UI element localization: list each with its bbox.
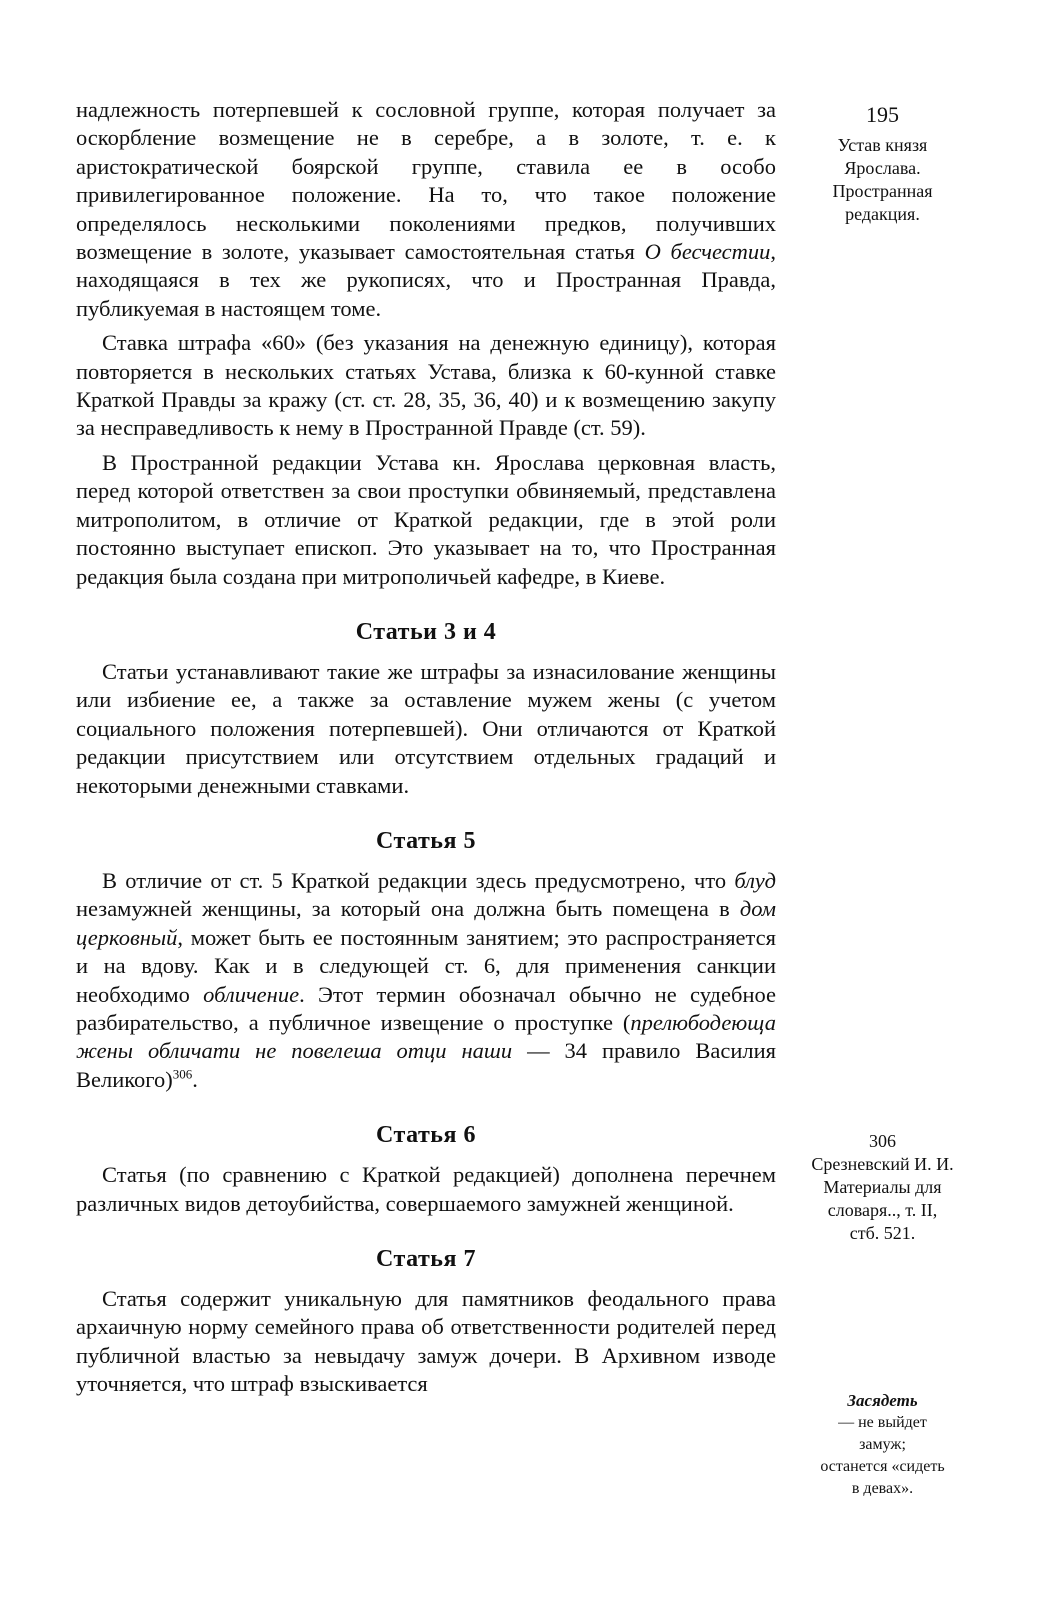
section-heading: Статья 5: [376, 827, 476, 854]
gloss-line: замуж;: [859, 1436, 906, 1453]
text-run: . Этот термин обозначал обычно не судебное разбирательство, а публичное извещение о проступке (: [76, 981, 776, 1035]
paragraph: В Пространной редакции Устава кн. Ярослава церковная власть, перед которой ответствен за свои проступки обвиняемый, представлена митрополитом, в отличие от Краткой редакции, где в этой роли постоянно выступает епископ. Это указывает на то, что Пространная редакция была создана при митрополичьей кафедре, в Киеве.: [76, 449, 776, 589]
section-heading: Статья 7: [376, 1246, 476, 1272]
italic-term: дом церковный: [76, 896, 776, 950]
running-note-line: Пространная: [832, 181, 933, 201]
running-note-line: Ярослава.: [844, 158, 921, 178]
footnote-number: 306: [869, 1131, 896, 1151]
running-note-line: Устав князя: [837, 135, 928, 155]
margin-footnote: [800, 1130, 965, 1245]
page-number: 195: [866, 102, 899, 127]
footnote-line: Материалы для: [823, 1177, 942, 1197]
paragraph-continued: [76, 96, 776, 323]
gloss-line: в девах».: [851, 1480, 914, 1497]
footnote-marker: 306: [172, 1066, 193, 1082]
text-run: .: [192, 1066, 198, 1092]
gloss-term: Засядеть: [847, 1391, 918, 1410]
text-run: , находящаяся в тех же рукописях, что и Пространная Правда, публикуемая в настоящем томе.: [76, 239, 776, 321]
italic-term: блуд: [734, 867, 776, 893]
text-run: , может быть ее постоянным занятием; это распространяется и на вдову. Как и в следующей ст. 6, для применения санкции необходимо: [76, 924, 776, 1007]
footnote-line: Срезневский И. И.: [811, 1154, 954, 1174]
main-text-column: [76, 96, 776, 1399]
section-heading: Статьи 3 и 4: [355, 618, 497, 645]
margin-gloss: [800, 1390, 965, 1500]
italic-quote: прелюбодеюща жены обличати не повелеша отци наши: [76, 1009, 776, 1064]
italic-term: обличение: [203, 981, 300, 1007]
italic-term: О бесчестии: [644, 239, 771, 265]
gloss-line: — не выйдет: [838, 1414, 927, 1431]
margin-header: [800, 100, 965, 226]
paragraph: Ставка штрафа «60» (без указания на денежную единицу), которая повторяется в нескольких статьях Устава, близка к 60-кунной ставке Краткой Правды за кражу (ст. ст. 28, 35, 36, 40) и к возмещению закупу за несправедливость к нему в Пространной Правде (ст. 59).: [76, 330, 776, 441]
text-run: В отличие от ст. 5 Краткой редакции здесь предусмотрено, что: [102, 867, 735, 893]
section-heading: Статья 6: [376, 1122, 476, 1149]
running-note-line: редакция.: [845, 204, 920, 224]
footnote-line: стб. 521.: [849, 1223, 916, 1243]
gloss-line: останется «сидеть: [820, 1458, 945, 1475]
footnote-line: словаря.., т. II,: [827, 1200, 938, 1220]
paragraph: Статья содержит уникальную для памятников феодального права архаичную норму семейного права об ответственности родителей перед публичной властью за невыдачу замуж дочери. В Архивном изводе уточняется, что штраф взыскивается: [76, 1286, 776, 1397]
text-run: незамужней женщины, за который она должна быть помещена в: [76, 896, 740, 922]
paragraph: [76, 867, 776, 1094]
paragraph: Статья (по сравнению с Краткой редакцией) дополнена перечнем различных видов детоубийства, совершаемого замужней женщиной.: [76, 1162, 776, 1216]
paragraph: Статьи устанавливают такие же штрафы за изнасилование женщины или избиение ее, а также за оставление мужем жены (с учетом социального положения потерпевшей). Они отличаются от Краткой редакции присутствием или отсутствием отдельных градаций и некоторыми денежными ставками.: [76, 658, 776, 798]
text-run: надлежность потерпевшей к сословной группе, которая получает за оскорбление возмещение не в серебре, а в золоте, т. е. к аристократической боярской группе, ставила ее в особо привилегированное положение. На то, что такое положение определялось несколькими поколениями предков, получивших возмещение в золоте, указывает самостоятельная статья: [76, 97, 776, 265]
text-run: — 34 правило Василия Великого): [76, 1038, 776, 1092]
